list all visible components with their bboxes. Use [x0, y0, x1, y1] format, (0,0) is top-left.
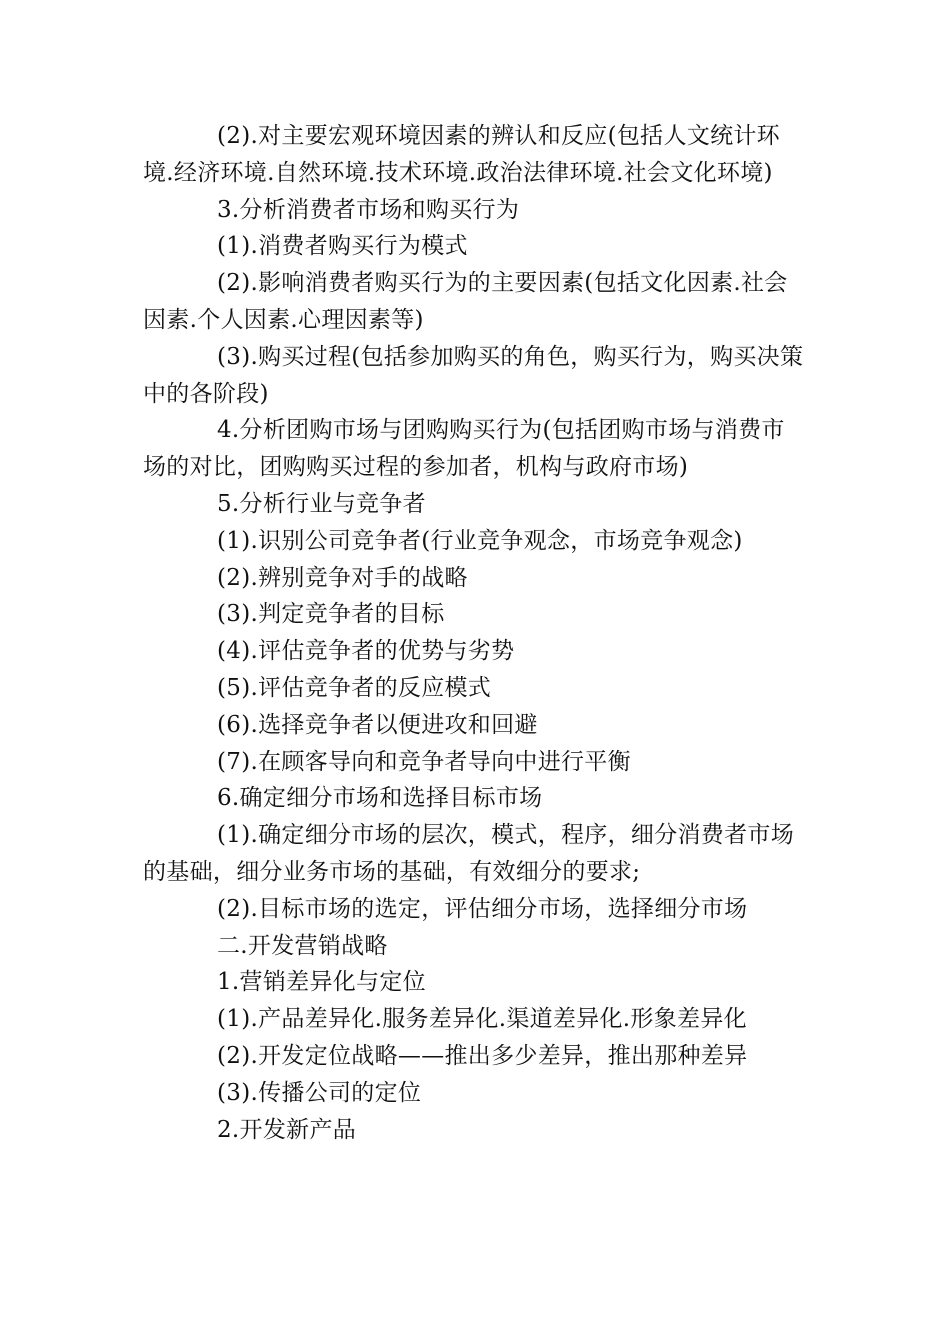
- paragraph: (1).产品差异化.服务差异化.渠道差异化.形象差异化: [217, 1006, 747, 1033]
- paragraph: (4).评估竞争者的优势与劣势: [217, 638, 515, 665]
- section-heading: 二.开发营销战略: [217, 932, 388, 959]
- document-body: [143, 118, 807, 1148]
- paragraph: (1).确定细分市场的层次，模式，程序，细分消费者市场的基础，细分业务市场的基础，有效细分的要求;: [143, 822, 794, 885]
- paragraph: 4.分析团购市场与团购购买行为(包括团购市场与消费市场的对比，团购购买过程的参加者，机构与政府市场): [143, 417, 785, 481]
- paragraph: (2).辨别竞争对手的战略: [217, 564, 468, 591]
- paragraph: (5).评估竞争者的反应模式: [217, 674, 492, 701]
- paragraph: (2).对主要宏观环境因素的辨认和反应(包括人文统计环境.经济环境.自然环境.技术环境.政治法律环境.社会文化环境): [143, 123, 780, 186]
- paragraph: 2.开发新产品: [217, 1116, 357, 1143]
- paragraph: (3).购买过程(包括参加购买的角色，购买行为，购买决策中的各阶段): [143, 343, 804, 407]
- paragraph: (3).判定竞争者的目标: [217, 601, 445, 628]
- paragraph: (2).开发定位战略——推出多少差异，推出那种差异: [217, 1042, 748, 1069]
- paragraph: (3).传播公司的定位: [217, 1079, 422, 1106]
- paragraph: (1).识别公司竞争者(行业竞争观念，市场竞争观念): [217, 527, 743, 554]
- paragraph: 1.营销差异化与定位: [217, 969, 426, 996]
- paragraph: 3.分析消费者市场和购买行为: [217, 196, 520, 223]
- paragraph: (1).消费者购买行为模式: [217, 233, 468, 260]
- paragraph: (2).影响消费者购买行为的主要因素(包括文化因素.社会因素.个人因素.心理因素等): [143, 270, 788, 333]
- paragraph: 6.确定细分市场和选择目标市场: [217, 785, 543, 812]
- paragraph: (6).选择竞争者以便进攻和回避: [217, 711, 538, 738]
- paragraph: (7).在顾客导向和竞争者导向中进行平衡: [217, 748, 631, 775]
- paragraph: (2).目标市场的选定，评估细分市场，选择细分市场: [217, 895, 748, 922]
- paragraph: 5.分析行业与竞争者: [217, 490, 426, 517]
